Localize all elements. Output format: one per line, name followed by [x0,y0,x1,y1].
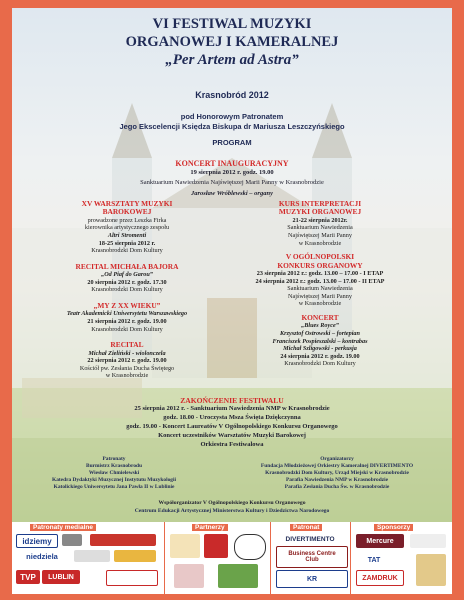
patrons-heading: Patronaty [102,456,126,462]
organizers-line-3: Parafia Nawiedzenia NMP w Krasnobrodzie [285,477,388,483]
sponsor-strip [12,522,452,594]
contest-line-2: 24 sierpnia 2012 r.: godz. 13.00 – 17.00 - II ETAP [255,277,385,285]
partner-logo-2 [204,534,228,558]
contest-line-4: Najświętszej Marii Panny [288,292,352,300]
festival-poster [12,8,452,522]
workshops-heading-1: XV WARSZTATY MUZYKI [81,199,173,208]
organizers-line-2: Krasnobrodzki Dom Kultury, Urząd Miejski w Krasnobrodzie [265,470,409,476]
workshops-line-5: Krasnobrodzki Dom Kultury [91,247,163,255]
concert-line-1: „Blues Royce” [301,322,339,330]
inaugural-date: 19 sierpnia 2012 r. godz. 19.00 [190,169,274,176]
concert-line-6: Krasnobrodzki Dom Kultury [284,360,356,368]
place-year: Krasnobród 2012 [195,90,269,100]
organizers-line-1: Fundacja Młodzieżowej Orkiestry Kameralnej DIVERTIMENTO [260,463,414,469]
course-line-1: 21-22 sierpnia 2012r. [292,216,348,224]
zamdruk-logo: ZAMDRUK [356,570,404,586]
concert-line-4: Michał Szligowski - perkusja [283,345,357,353]
contest-line-5: w Krasnobrodzie [298,300,342,308]
right-column [230,200,410,368]
workshops-line-3: Altri Stromenti [107,232,147,239]
tvp-logo: TVP [16,570,40,584]
media-logo-2 [62,534,82,546]
recital-bajor-heading: RECITAL MICHAŁA BAJORA [75,261,179,271]
closing-line-3: godz. 19.00 - Koncert Laureatów V Ogólnopolskiego Konkursu Organowego [126,423,338,430]
partner-logo-5 [218,564,258,588]
closing-line-4: Koncert uczestników Warsztatów Muzyki Barokowej [158,432,306,439]
course-heading-1: KURS INTERPRETACJI [278,199,362,208]
century-line-2: 21 sierpnia 2012 r. godz. 19.00 [87,317,167,325]
business-centre-text: Business Centre [288,551,336,557]
partner-logo-4 [174,564,204,588]
recital-bajor-line-3: Krasnobrodzki Dom Kultury [91,286,163,294]
divider-2 [270,522,271,594]
organizers-line-4: Parafia Zesłania Ducha Św. w Krasnobrodzie [284,484,390,490]
left-column [62,200,192,380]
partner-logo-3 [234,534,266,560]
concert-line-3: Franciszek Pospieszalski – kontrabas [272,337,368,345]
media-patrons-label: Patronaty medialne [30,524,96,531]
organizers-block [226,456,448,491]
business-centre-logo [276,546,348,568]
workshops-line-4: 18-25 sierpnia 2012 r. [98,239,156,247]
recital-bajor-line-2: 20 sierpnia 2012 r. godz. 17.30 [87,278,167,286]
recital-heading: RECITAL [110,340,144,350]
sponsor-logo-5 [416,554,446,586]
media-logo-3 [90,534,156,546]
closing-heading: ZAKOŃCZENIE FESTIWALU [180,396,284,405]
club-text: Club [305,557,319,563]
contest-heading-1: V OGÓLNOPOLSKI [285,252,355,262]
inaugural-heading: KONCERT INAUGURACYJNY [175,159,289,168]
mercure-logo: Mercure [356,534,404,548]
recital-line-3: Kościół pw. Zesłania Ducha Świętego [79,364,175,372]
concert-line-2: Krzysztof Ostrowski – fortepian [280,329,360,337]
niedziela-logo: niedziela [16,550,68,562]
divider-1 [164,522,165,594]
century-line-1: Teatr Akademicki Uniwersytetu Warszawskiego [66,310,188,318]
recital-line-4: w Krasnobrodzie [105,372,149,380]
patronage-line-1: pod Honorowym Patronatem [180,112,284,121]
closing-line-1: 25 sierpnia 2012 r. - Sanktuarium Nawiedzenia NMP w Krasnobrodzie [134,405,330,412]
concert-line-5: 24 sierpnia 2012 r. godz. 19.00 [280,352,360,360]
inaugural-venue: Sanktuarium Nawiedzenia Najświętszej Marii Panny w Krasnobrodzie [140,179,324,186]
sponsor-logo-2 [410,534,446,548]
festival-subtitle: „Per Artem ad Astra” [165,52,299,68]
sponsors-label: Sponsorzy [374,524,413,531]
patrons-line-1: Burmistrz Krasnobrodu [85,463,143,469]
course-line-3: Najświętszej Marii Panny [288,232,352,239]
workshops-line-2: kierownika artystycznego zespołu [84,224,170,232]
contest-line-3: Sanktuarium Nawiedzenia [287,285,353,293]
coorganizer-line-1: Współorganizator V Ogólnopolskiego Konkursu Organowego [158,500,306,506]
recital-line-1: Michał Zieliński - wiolonczela [88,349,166,357]
patrons-line-4: Katolickiego Uniwersytetu Jana Pawła II w Lublinie [53,484,175,490]
patrons-block [16,456,212,491]
program-heading: PROGRAM [212,138,252,147]
coorganizer-line-2: Centrum Edukacji Artystycznej Ministerstwa Kultury i Dziedzictwa Narodowego [134,508,330,514]
closing-line-2: godz. 18.00 - Uroczysta Msza Święta Dziękczynna [163,414,301,421]
workshops-line-1: prowadzone przez Leszka Firka [87,216,167,224]
kr-logo: KR [276,570,348,588]
divertimento-logo: DIVERTIMENTO [274,534,346,544]
course-line-4: w Krasnobrodzie [298,239,342,247]
patrons-line-3: Katedra Dydaktyki Muzycznej Instytutu Muzykologii [52,477,176,483]
partner-logo-1 [170,534,200,558]
tat-logo: TAT [356,554,392,566]
divider-3 [350,522,351,594]
closing-line-5: Orkiestra Festiwalowa [200,441,264,448]
title-line-1: VI FESTIWAL MUZYKI [152,16,312,32]
patron-label: Patronat [290,524,322,531]
patrons-line-2: Wiesław Chmielewski [88,470,140,476]
concert-heading: KONCERT [301,312,339,322]
course-heading-2: MUZYKI ORGANOWEJ [278,207,362,217]
century-heading: „MY Z XX WIEKU” [93,300,161,310]
partners-label: Partnerzy [192,524,228,531]
lublin-logo: LUBLIN [42,570,80,584]
contest-line-1: 23 sierpnia 2012 r.: godz. 13.00 – 17.00 - I ETAP [256,270,384,277]
recital-line-2: 22 sierpnia 2012 r. godz. 19.00 [87,357,167,365]
recital-bajor-line-1: „Od Piaf do Garou” [101,271,153,279]
workshops-heading-2: BAROKOWEJ [102,207,152,217]
organizers-heading: Organizatorzy [320,456,354,462]
media-logo-6 [114,550,156,562]
media-logo-5 [74,550,110,562]
title-line-2: ORGANOWEJ I KAMERALNEJ [125,34,339,50]
patronage-line-2: Jego Ekscelencji Księdza Biskupa dr Mariusza Leszczyńskiego [119,122,345,131]
media-logo-9 [106,570,158,586]
idziemy-logo: idziemy [16,534,58,548]
century-line-3: Krasnobrodzki Dom Kultury [91,325,163,333]
course-line-2: Sanktuarium Nawiedzenia [287,224,353,232]
inaugural-performer: Jarosław Wróblewski – organy [191,190,273,197]
contest-heading-2: KONKURS ORGANOWY [277,260,363,270]
